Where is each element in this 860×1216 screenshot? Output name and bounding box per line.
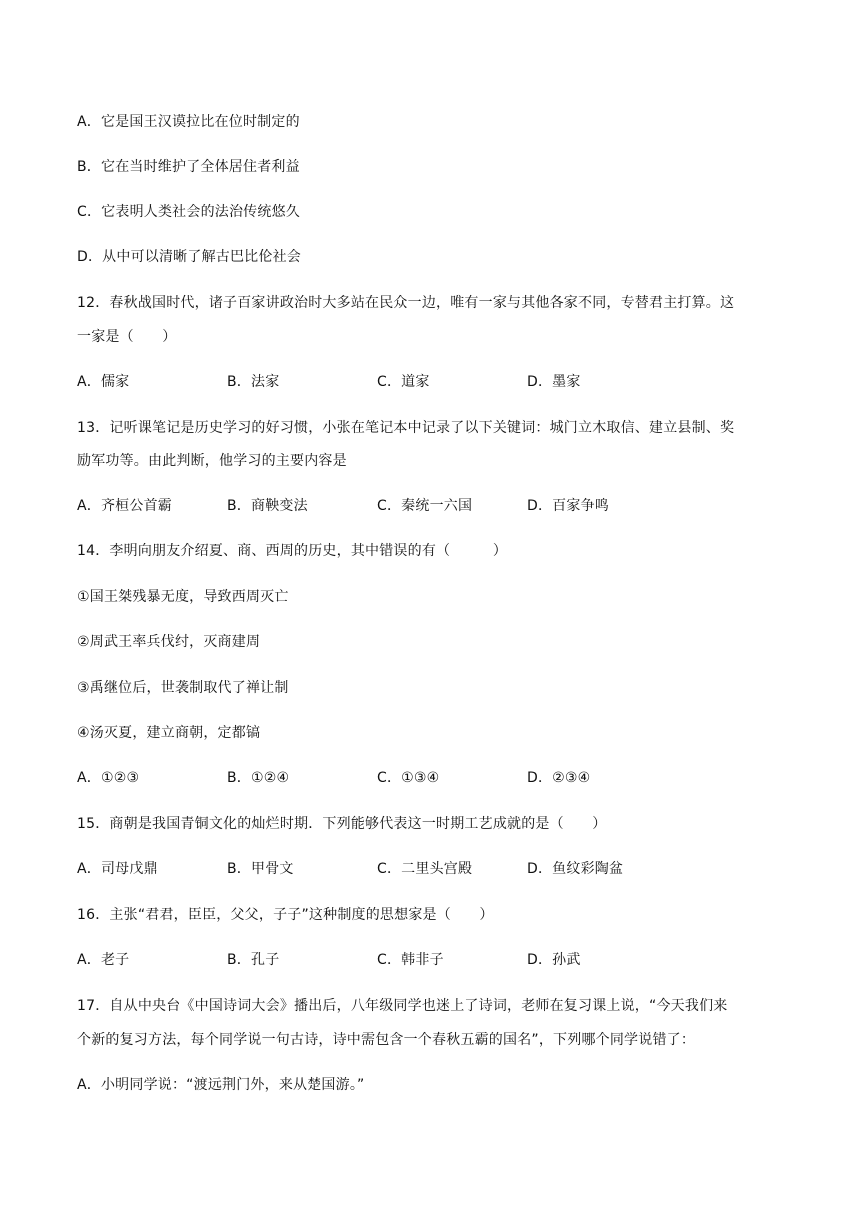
q11-option-c: C．它表明人类社会的法治传统悠久 [77,204,300,220]
q16-option-d: D．孙武 [527,952,581,968]
q14-item-2: ②周武王率兵伐纣，灭商建周 [77,634,261,650]
q15-option-b: B．甲骨文 [227,861,294,877]
q16-option-a: A．老子 [77,952,130,968]
q12-stem-line2: 一家是（ ） [77,329,177,345]
q16-stem: 16．主张“君君，臣臣，父父，子子”这种制度的思想家是（ ） [77,907,494,923]
q13-option-c: C．秦统一六国 [377,498,473,514]
q14-stem: 14．李明向朋友介绍夏、商、西周的历史，其中错误的有（ ） [77,543,508,559]
q13-option-a: A．齐桓公首霸 [77,498,172,514]
q15-stem: 15．商朝是我国青铜文化的灿烂时期．下列能够代表这一时期工艺成就的是（ ） [77,816,607,832]
q17-stem-line1: 17．自从中央台《中国诗词大会》播出后，八年级同学也迷上了诗词，老师在复习课上说，“今天我们来 [77,998,728,1014]
q12-option-d: D．墨家 [527,374,581,390]
q11-option-b: B．它在当时维护了全体居住者利益 [77,159,300,175]
q14-option-a: A．①②③ [77,770,140,786]
q13-stem-line2: 励军功等。由此判断，他学习的主要内容是 [77,453,347,469]
q15-option-d: D．鱼纹彩陶盆 [527,861,624,877]
q14-item-1: ①国王桀残暴无度，导致西周灭亡 [77,589,289,605]
q16-option-c: C．韩非子 [377,952,444,968]
q15-option-a: A．司母戊鼎 [77,861,158,877]
q13-option-b: B．商鞅变法 [227,498,308,514]
q12-option-c: C．道家 [377,374,430,390]
q11-option-a: A．它是国王汉谟拉比在位时制定的 [77,114,300,130]
q14-item-3: ③禹继位后，世袭制取代了禅让制 [77,680,289,696]
q16-option-b: B．孔子 [227,952,280,968]
q17-option-a: A．小明同学说：“渡远荆门外，来从楚国游。” [77,1077,365,1093]
q11-option-d: D．从中可以清晰了解古巴比伦社会 [77,249,301,265]
q12-option-a: A．儒家 [77,374,130,390]
q13-stem-line1: 13．记听课笔记是历史学习的好习惯，小张在笔记本中记录了以下关键词：城门立木取信、建立县制、奖 [77,420,735,436]
q13-option-d: D．百家争鸣 [527,498,609,514]
q14-item-4: ④汤灭夏，建立商朝，定都镐 [77,725,261,741]
q12-option-b: B．法家 [227,374,280,390]
q12-stem-line1: 12．春秋战国时代，诸子百家讲政治时大多站在民众一边，唯有一家与其他各家不同，专替君主打算。这 [77,295,735,311]
q14-option-c: C．①③④ [377,770,440,786]
q14-option-b: B．①②④ [227,770,290,786]
q14-option-d: D．②③④ [527,770,591,786]
q17-stem-line2: 个新的复习方法，每个同学说一句古诗，诗中需包含一个春秋五霸的国名”，下列哪个同学说错了： [77,1032,696,1048]
q15-option-c: C．二里头宫殿 [377,861,473,877]
